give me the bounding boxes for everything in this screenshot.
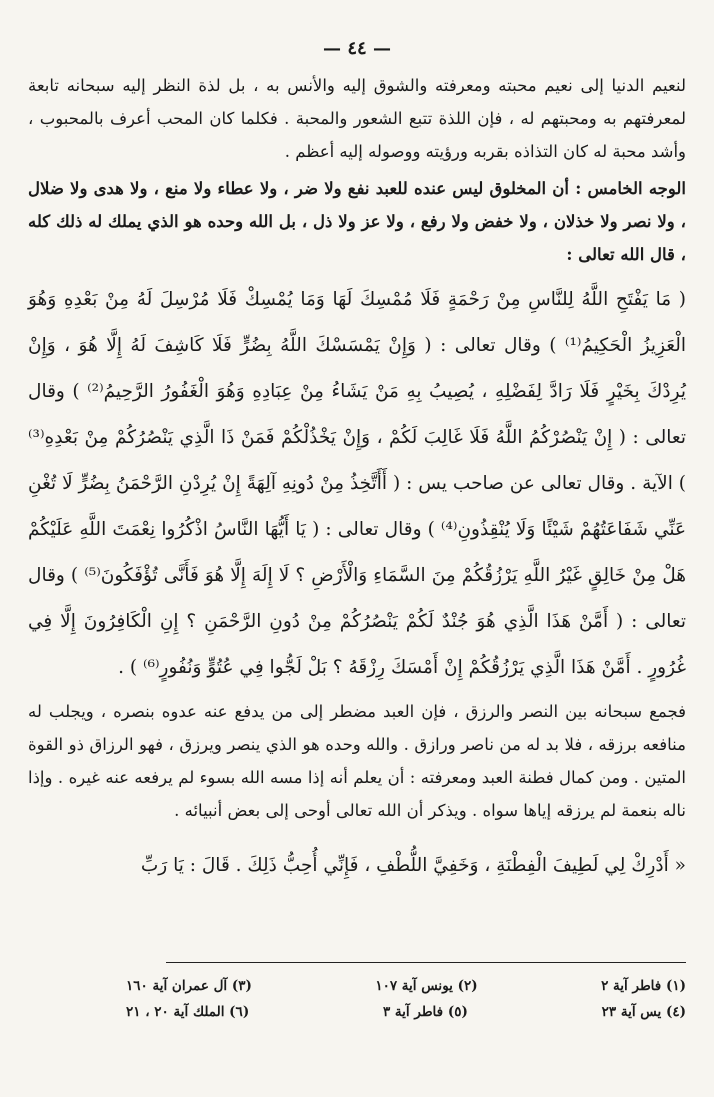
footnote-6: (٦) الملك آية ٢٠ ، ٢١ xyxy=(126,1004,250,1020)
book-page xyxy=(28,38,686,893)
footnote-5: (٥) فاطر آية ٣ xyxy=(382,1004,468,1020)
footnote-divider xyxy=(166,962,686,963)
paragraph-intro: لنعيم الدنيا إلى نعيم محبته ومعرفته والشوق إليه والأنس به ، بل لذة النظر إليه سبحانه تابعة لمعرفتهم به ومحبتهم له ، فإن اللذة تتبع الشعور والمحبة . فكلما كان المحب أعرف بالمحبوب ، وأشد محبة له كان التذاذه بقربه ورؤيته ووصوله إليه أعظم . xyxy=(28,76,686,161)
footnote-1: (١) فاطر آية ٢ xyxy=(601,978,686,994)
quran-verses-block: ( مَا يَفْتَحِ اللَّهُ لِلنَّاسِ مِنْ رَحْمَةٍ فَلَا مُمْسِكَ لَهَا وَمَا يُمْسِكْ فَلَا مُرْسِلَ لَهُ مِنْ بَعْدِهِ وَهُوَ الْعَزِيزُ الْحَكِيمُ⁽¹⁾ ) وقال تعالى : ( وَإِنْ يَمْسَسْكَ اللَّهُ بِضُرٍّ فَلَا كَاشِفَ لَهُ إِلَّا هُوَ ، وَإِنْ يُرِدْكَ بِخَيْرٍ فَلَا رَادَّ لِفَضْلِهِ ، يُصِيبُ بِهِ مَنْ يَشَاءُ مِنْ عِبَادِهِ وَهُوَ الْغَفُورُ الرَّحِيمُ⁽²⁾ ) وقال تعالى : ( إِنْ يَنْصُرْكُمُ اللَّهُ فَلَا غَالِبَ لَكُمْ ، وَإِنْ يَخْذُلْكُمْ فَمَنْ ذَا الَّذِي يَنْصُرُكُمْ مِنْ بَعْدِهِ⁽³⁾ ) الآية . وقال تعالى عن صاحب يس : ( أَأَتَّخِذُ مِنْ دُونِهِ آلِهَةً إِنْ يُرِدْنِ الرَّحْمَنُ بِضُرٍّ لَا تُغْنِ عَنِّي شَفَاعَتُهُمْ شَيْئًا وَلَا يُنْقِذُونِ⁽⁴⁾ ) وقال تعالى : ( يَا أَيُّهَا النَّاسُ اذْكُرُوا نِعْمَتَ اللَّهِ عَلَيْكُمْ هَلْ مِنْ خَالِقٍ غَيْرُ اللَّهِ يَرْزُقُكُمْ مِنَ السَّمَاءِ وَالْأَرْضِ ؟ لَا إِلَهَ إِلَّا هُوَ فَأَنَّى تُؤْفَكُونَ⁽⁵⁾ ) وقال تعالى : ( أَمَّنْ هَذَا الَّذِي هُوَ جُنْدٌ لَكُمْ يَنْصُرُكُمْ مِنْ دُونِ الرَّحْمَنِ ؟ إِنِ الْكَافِرُونَ إِلَّا فِي غُرُورٍ . أَمَّنْ هَذَا الَّذِي يَرْزُقُكُمْ إِنْ أَمْسَكَ رِزْقَهُ ؟ بَلْ لَجُّوا فِي عُتُوٍّ وَنُفُورٍ⁽⁶⁾ ) . xyxy=(28,289,686,678)
footnote-2: (٢) يونس آية ١٠٧ xyxy=(375,978,478,994)
footnote-3: (٣) آل عمران آية ١٦٠ xyxy=(126,978,252,994)
paragraph-commentary: فجمع سبحانه بين النصر والرزق ، فإن العبد مضطر إلى من يدفع عنه عدوه بنصره ، ويجلب له منافعه برزقه ، فلا بد له من ناصر ورازق . والله وحده هو الذي ينصر ويرزق ، فهو الرزاق ذو القوة المتين . ومن كمال فطنة العبد ومعرفته : أن يعلم أنه إذا مسه الله بسوء لم يرفعه عنه غيره . وإذا ناله بنعمة لم يرزقه إياها سواه . ويذكر أن الله تعالى أوحى إلى بعض أنبيائه . xyxy=(28,702,686,820)
footnote-4: (٤) يس آية ٢٣ xyxy=(601,1004,686,1020)
footnotes xyxy=(126,978,686,1030)
footnote-row xyxy=(126,978,686,994)
paragraph-fifth-aspect: الوجه الخامس : أن المخلوق ليس عنده للعبد نفع ولا ضر ، ولا عطاء ولا منع ، ولا هدى ولا ضلال ، ولا نصر ولا خذلان ، ولا خفض ولا رفع ، ولا عز ولا ذل ، بل الله وحده هو الذي يملك له ذلك كله ، قال الله تعالى : xyxy=(28,179,686,264)
closing-quote-line: « أَدْرِكْ لِي لَطِيفَ الْفِطْنَةِ ، وَخَفِيَّ اللُّطْفِ ، فَإِنِّي أُحِبُّ ذَلِكَ . قَالَ : يَا رَبِّ xyxy=(140,855,686,876)
footnote-row xyxy=(126,1004,686,1020)
page-number: — ٤٤ — xyxy=(323,38,391,59)
